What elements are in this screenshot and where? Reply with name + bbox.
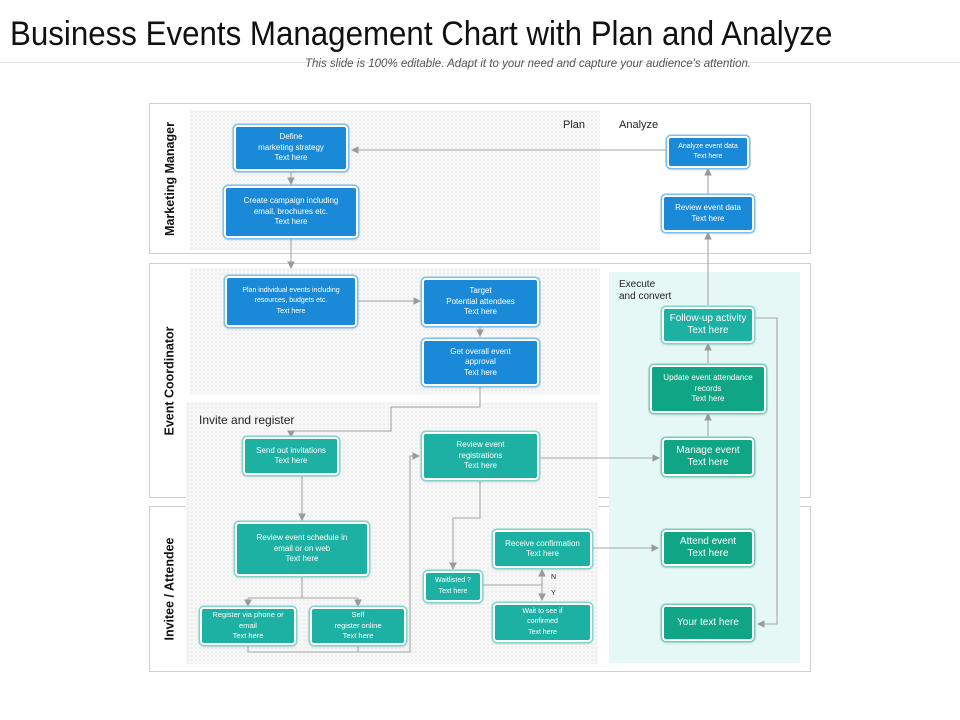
- section-execute: Execute and convert: [619, 279, 672, 302]
- wait-confirmed-box[interactable]: Wait to see if confirmed Text here: [493, 603, 592, 642]
- lane-label-coordinator: Event Coordinator: [163, 325, 178, 436]
- get-approval-box[interactable]: Get overall event approval Text here: [422, 339, 539, 386]
- section-analyze: Analyze: [619, 119, 659, 131]
- review-data-box[interactable]: Review event data Text here: [662, 195, 754, 232]
- receive-confirmation-box[interactable]: Receive confirmation Text here: [493, 530, 592, 568]
- create-campaign-box[interactable]: Create campaign including email, brochures etc. Text here: [224, 186, 358, 238]
- review-schedule-box[interactable]: Review event schedule in email or on web Text here: [235, 522, 369, 576]
- page-title: Business Events Management Chart with Plan and Analyze: [10, 15, 833, 53]
- register-phone-box[interactable]: Register via phone or email Text here: [200, 607, 296, 645]
- follow-up-box[interactable]: Follow-up activity Text here: [662, 307, 754, 343]
- lane-label-marketing: Marketing Manager: [163, 121, 178, 236]
- section-plan: Plan: [563, 119, 586, 131]
- decision-yes-label: Y: [551, 590, 556, 597]
- attend-event-box[interactable]: Attend event Text here: [662, 530, 754, 566]
- review-registrations-box[interactable]: Review event registrations Text here: [422, 432, 539, 480]
- decision-no-label: N: [551, 574, 557, 581]
- page-subtitle: This slide is 100% editable. Adapt it to your need and capture your audience's attention.: [305, 58, 752, 70]
- target-attendees-box[interactable]: Target Potential attendees Text here: [422, 278, 539, 326]
- manage-event-box[interactable]: Manage event Text here: [662, 438, 754, 476]
- analyze-data-box[interactable]: Analyze event data Text here: [667, 136, 749, 168]
- self-register-box[interactable]: Self register online Text here: [310, 607, 406, 645]
- update-attendance-box[interactable]: Update event attendance records Text here: [650, 365, 766, 413]
- send-invitations-box[interactable]: Send out invitations Text here: [243, 437, 339, 475]
- lane-label-attendee: Invitee / Attendee: [163, 537, 178, 641]
- define-strategy-box[interactable]: Define marketing strategy Text here: [234, 125, 348, 171]
- section-invite: Invite and register: [199, 413, 295, 427]
- plan-events-box[interactable]: Plan individual events including resources, budgets etc. Text here: [225, 276, 357, 327]
- waitlisted-box[interactable]: Waitlisted ? Text here: [424, 571, 482, 602]
- your-text-box[interactable]: Your text here: [662, 605, 754, 641]
